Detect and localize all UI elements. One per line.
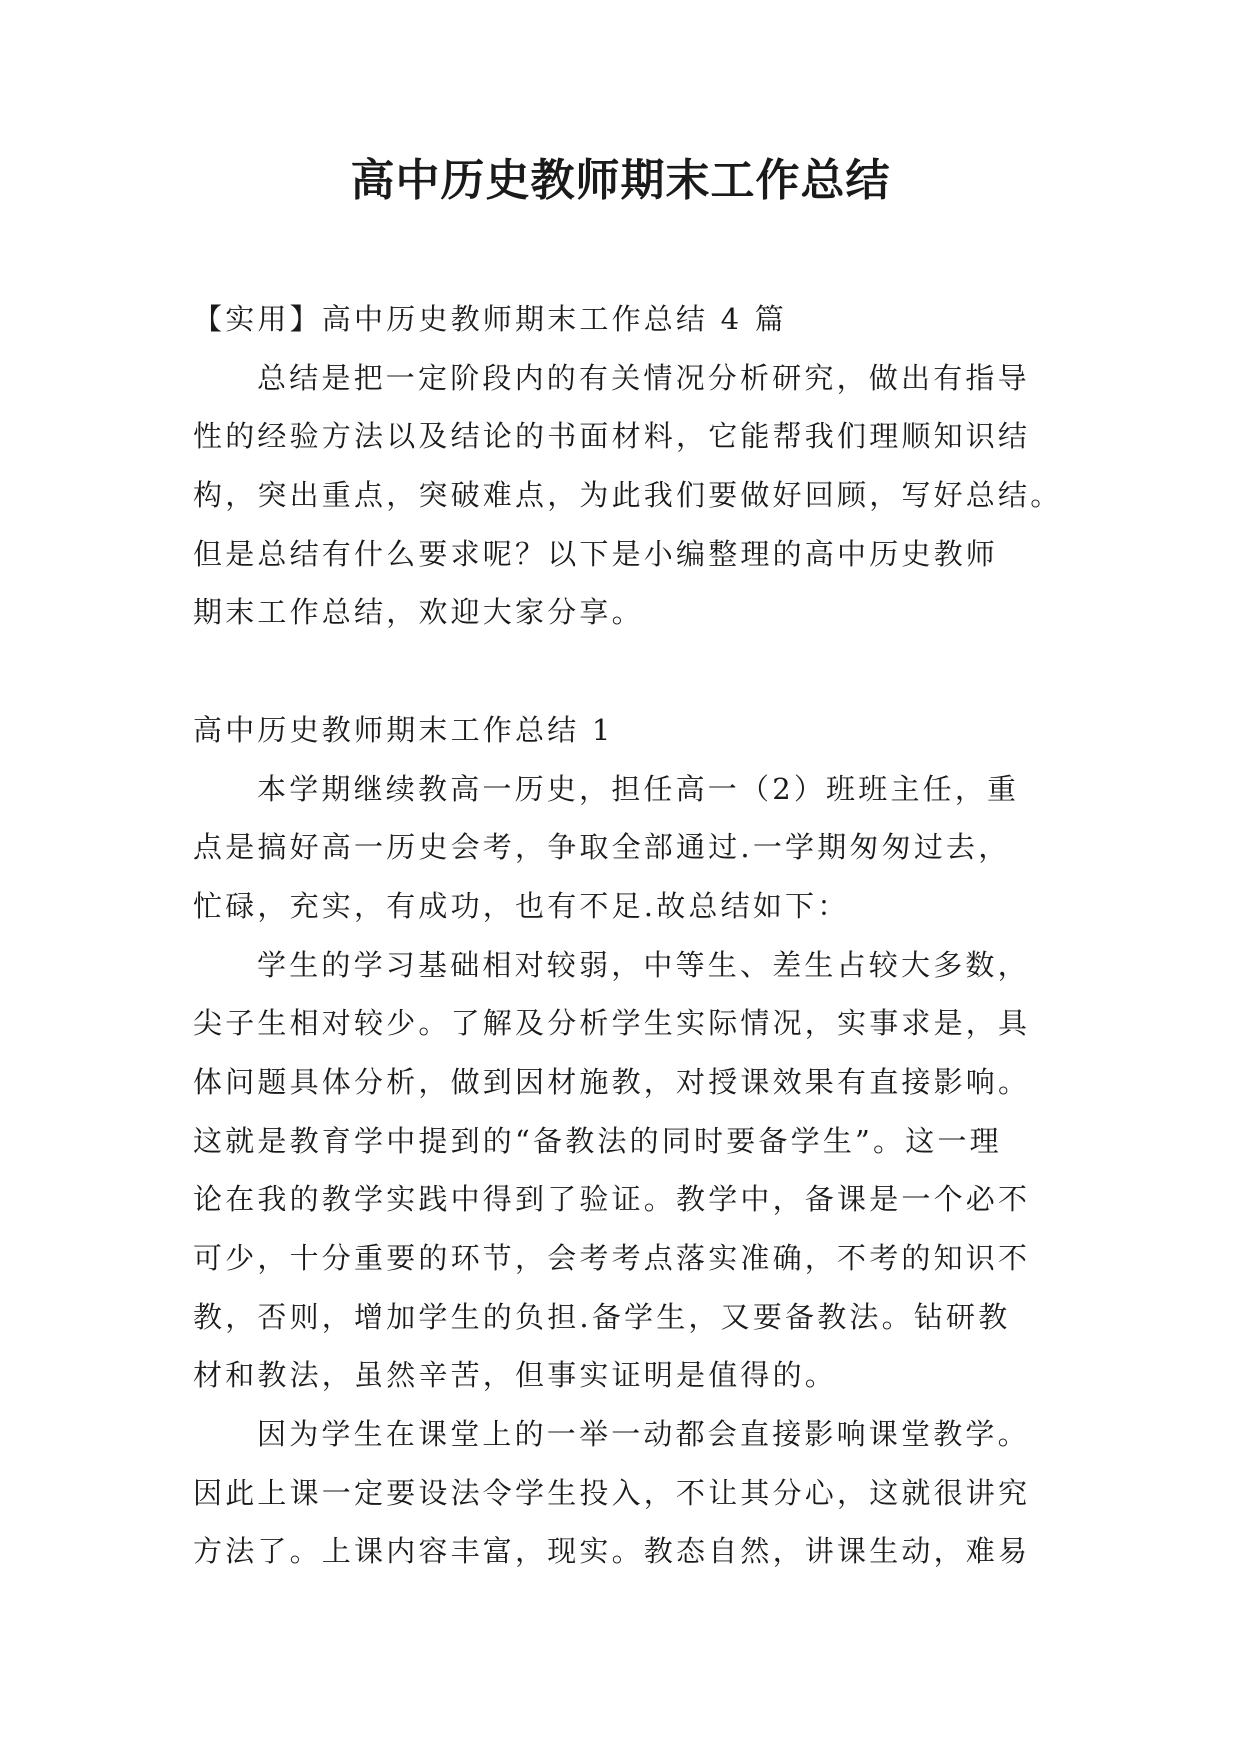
paragraph-line: 本学期继续教高一历史，担任高一（2）班班主任，重 [257, 771, 1020, 806]
intro-line: 期末工作总结，欢迎大家分享。 [193, 595, 644, 630]
paragraph-line: 这就是教育学中提到的“备教法的同时要备学生”。这一理 [193, 1123, 1002, 1158]
document-subtitle: 【实用】高中历史教师期末工作总结 4 篇 [193, 302, 787, 336]
paragraph-line: 材和教法，虽然辛苦，但事实证明是值得的。 [193, 1358, 838, 1393]
paragraph-line: 点是搞好高一历史会考，争取全部通过.一学期匆匆过去， [193, 830, 1011, 865]
paragraph-line: 体问题具体分析，做到因材施教，对授课效果有直接影响。 [193, 1064, 1031, 1099]
body-paragraph-3 [193, 1405, 1053, 1581]
intro-paragraph [193, 349, 1063, 642]
body-paragraph-1 [193, 760, 1053, 936]
document-title: 高中历史教师期末工作总结 [350, 155, 891, 206]
paragraph-line: 因此上课一定要设法令学生投入，不让其分心，这就很讲究 [193, 1475, 1031, 1510]
document-body [193, 290, 1063, 1581]
paragraph-line: 可少，十分重要的环节，会考考点落实准确，不考的知识不 [193, 1241, 1031, 1275]
paragraph-line: 忙碌，充实，有成功，也有不足.故总结如下： [193, 888, 850, 923]
intro-line: 构，突出重点，突破难点，为此我们要做好回顾，写好总结。 [193, 478, 1063, 513]
intro-line: 但是总结有什么要求呢？以下是小编整理的高中历史教师 [193, 536, 999, 571]
intro-line: 总结是把一定阶段内的有关情况分析研究，做出有指导 [257, 360, 1030, 395]
paragraph-spacer [193, 642, 1053, 701]
body-paragraph-2 [193, 936, 1053, 1406]
intro-line: 性的经验方法以及结论的书面材料，它能帮我们理顺知识结 [193, 419, 1031, 454]
paragraph-line: 教，否则，增加学生的负担.备学生，又要备教法。钻研教 [193, 1299, 1011, 1334]
paragraph-line: 方法了。上课内容丰富，现实。教态自然，讲课生动，难易 [193, 1534, 1031, 1569]
paragraph-line: 尖子生相对较少。了解及分析学生实际情况，实事求是，具 [193, 1006, 1031, 1041]
paragraph-line: 因为学生在课堂上的一举一动都会直接影响课堂教学。 [257, 1417, 1030, 1452]
section-heading: 高中历史教师期末工作总结 1 [193, 712, 614, 747]
paragraph-line: 论在我的教学实践中得到了验证。教学中，备课是一个必不 [193, 1182, 1031, 1217]
paragraph-line: 学生的学习基础相对较弱，中等生、差生占较大多数， [257, 947, 1030, 982]
